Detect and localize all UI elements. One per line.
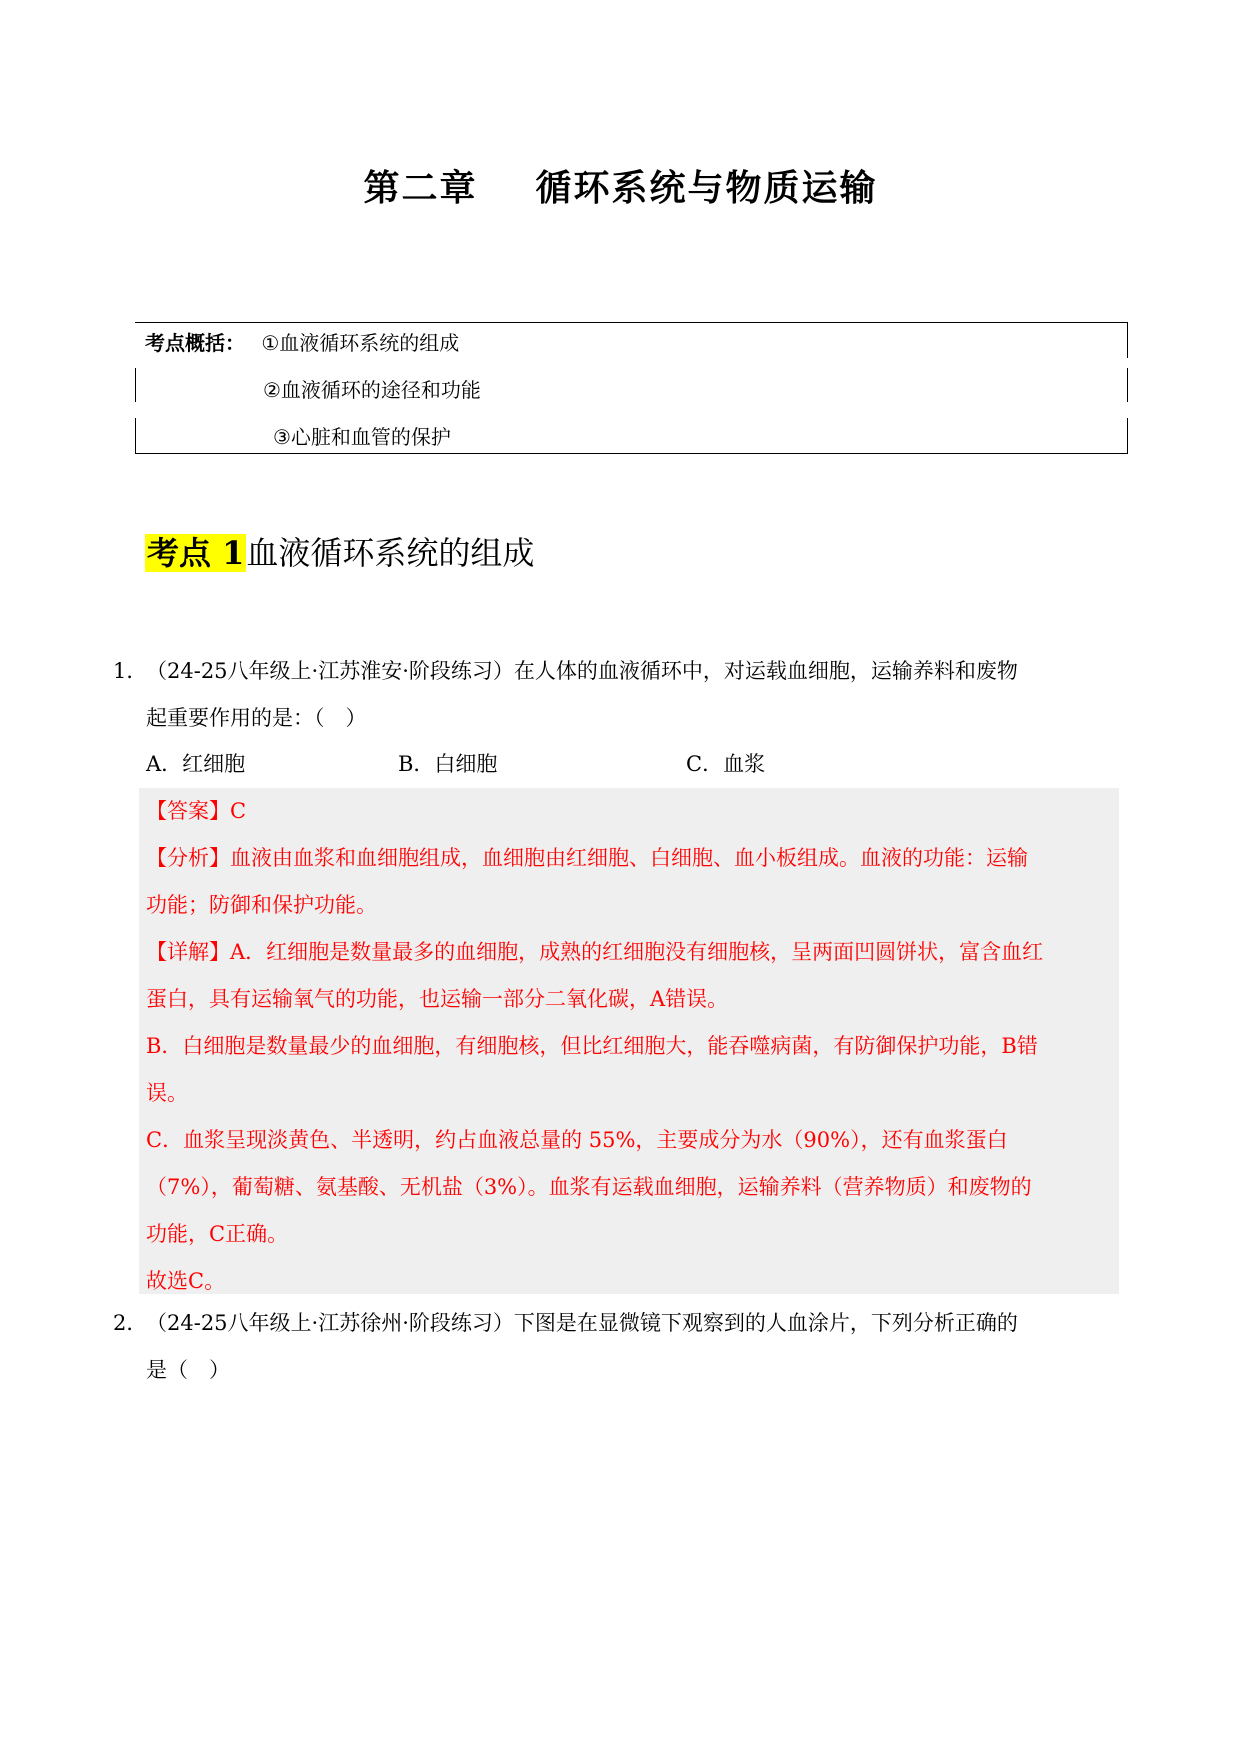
section-heading bbox=[145, 532, 534, 574]
page-title bbox=[0, 160, 1241, 211]
option-a: A．红细胞 bbox=[146, 752, 246, 776]
summary-bottom-border bbox=[135, 453, 1128, 454]
summary-item: ②血液循环的途径和功能 bbox=[263, 378, 481, 402]
detail-line: C．血浆呈现淡黄色、半透明，约占血液总量的 55%，主要成分为水（90%），还有血浆蛋白 bbox=[146, 1128, 1008, 1152]
summary-left-border-3 bbox=[135, 418, 136, 454]
summary-right-border-2 bbox=[1127, 368, 1128, 402]
summary-label: 考点概括： bbox=[145, 331, 245, 355]
analysis-line: 【分析】血液由血浆和血细胞组成，血细胞由红细胞、白细胞、血小板组成。血液的功能：运输 bbox=[146, 846, 1028, 870]
question-number: 1． bbox=[113, 659, 148, 683]
summary-box bbox=[135, 322, 1128, 454]
section-highlight: 考点 1 bbox=[147, 534, 245, 572]
option-b: B．白细胞 bbox=[398, 752, 498, 776]
question-2 bbox=[113, 1300, 1123, 1394]
question-stem-cont: 是（ ） bbox=[146, 1358, 230, 1382]
summary-right-border-1 bbox=[1127, 322, 1128, 358]
detail-line: 蛋白，具有运输氧气的功能，也运输一部分二氧化碳，A错误。 bbox=[146, 987, 729, 1011]
chapter-number: 第二章 bbox=[363, 167, 478, 209]
question-number: 2． bbox=[113, 1311, 148, 1335]
detail-line: 【详解】A．红细胞是数量最多的血细胞，成熟的红细胞没有细胞核，呈两面凹圆饼状，富含血红 bbox=[146, 940, 1044, 964]
summary-item: ①血液循环系统的组成 bbox=[261, 331, 460, 355]
detail-line: 误。 bbox=[146, 1081, 188, 1105]
detail-line: B．白细胞是数量最少的血细胞，有细胞核，但比红细胞大，能吞噬病菌，有防御保护功能，B错 bbox=[146, 1034, 1038, 1058]
answer-block bbox=[139, 788, 1119, 1294]
question-stem-cont: 起重要作用的是：（ ） bbox=[146, 706, 367, 730]
summary-left-border-2 bbox=[135, 368, 136, 402]
question-stem: （24-25八年级上·江苏徐州·阶段练习）下图是在显微镜下观察到的人血涂片，下列分析正确的 bbox=[146, 1311, 1018, 1335]
question-stem: （24-25八年级上·江苏淮安·阶段练习）在人体的血液循环中，对运载血细胞，运输养料和废物 bbox=[146, 659, 1018, 683]
detail-line: （7%），葡萄糖、氨基酸、无机盐（3%）。血浆有运载血细胞，运输养料（营养物质）和废物的 bbox=[146, 1175, 1032, 1199]
analysis-line: 功能；防御和保护功能。 bbox=[146, 893, 377, 917]
answer-line: 【答案】C bbox=[146, 799, 247, 823]
option-c: C．血浆 bbox=[686, 752, 766, 776]
question-1-options bbox=[146, 741, 1046, 788]
question-1 bbox=[113, 648, 1123, 742]
section-title: 血液循环系统的组成 bbox=[246, 534, 535, 572]
summary-right-border-3 bbox=[1127, 418, 1128, 454]
chapter-name: 循环系统与物质运输 bbox=[535, 167, 878, 209]
summary-item: ③心脏和血管的保护 bbox=[273, 425, 451, 449]
detail-line: 功能，C正确。 bbox=[146, 1222, 289, 1246]
conclusion-line: 故选C。 bbox=[146, 1269, 226, 1293]
summary-top-border bbox=[135, 322, 1128, 323]
